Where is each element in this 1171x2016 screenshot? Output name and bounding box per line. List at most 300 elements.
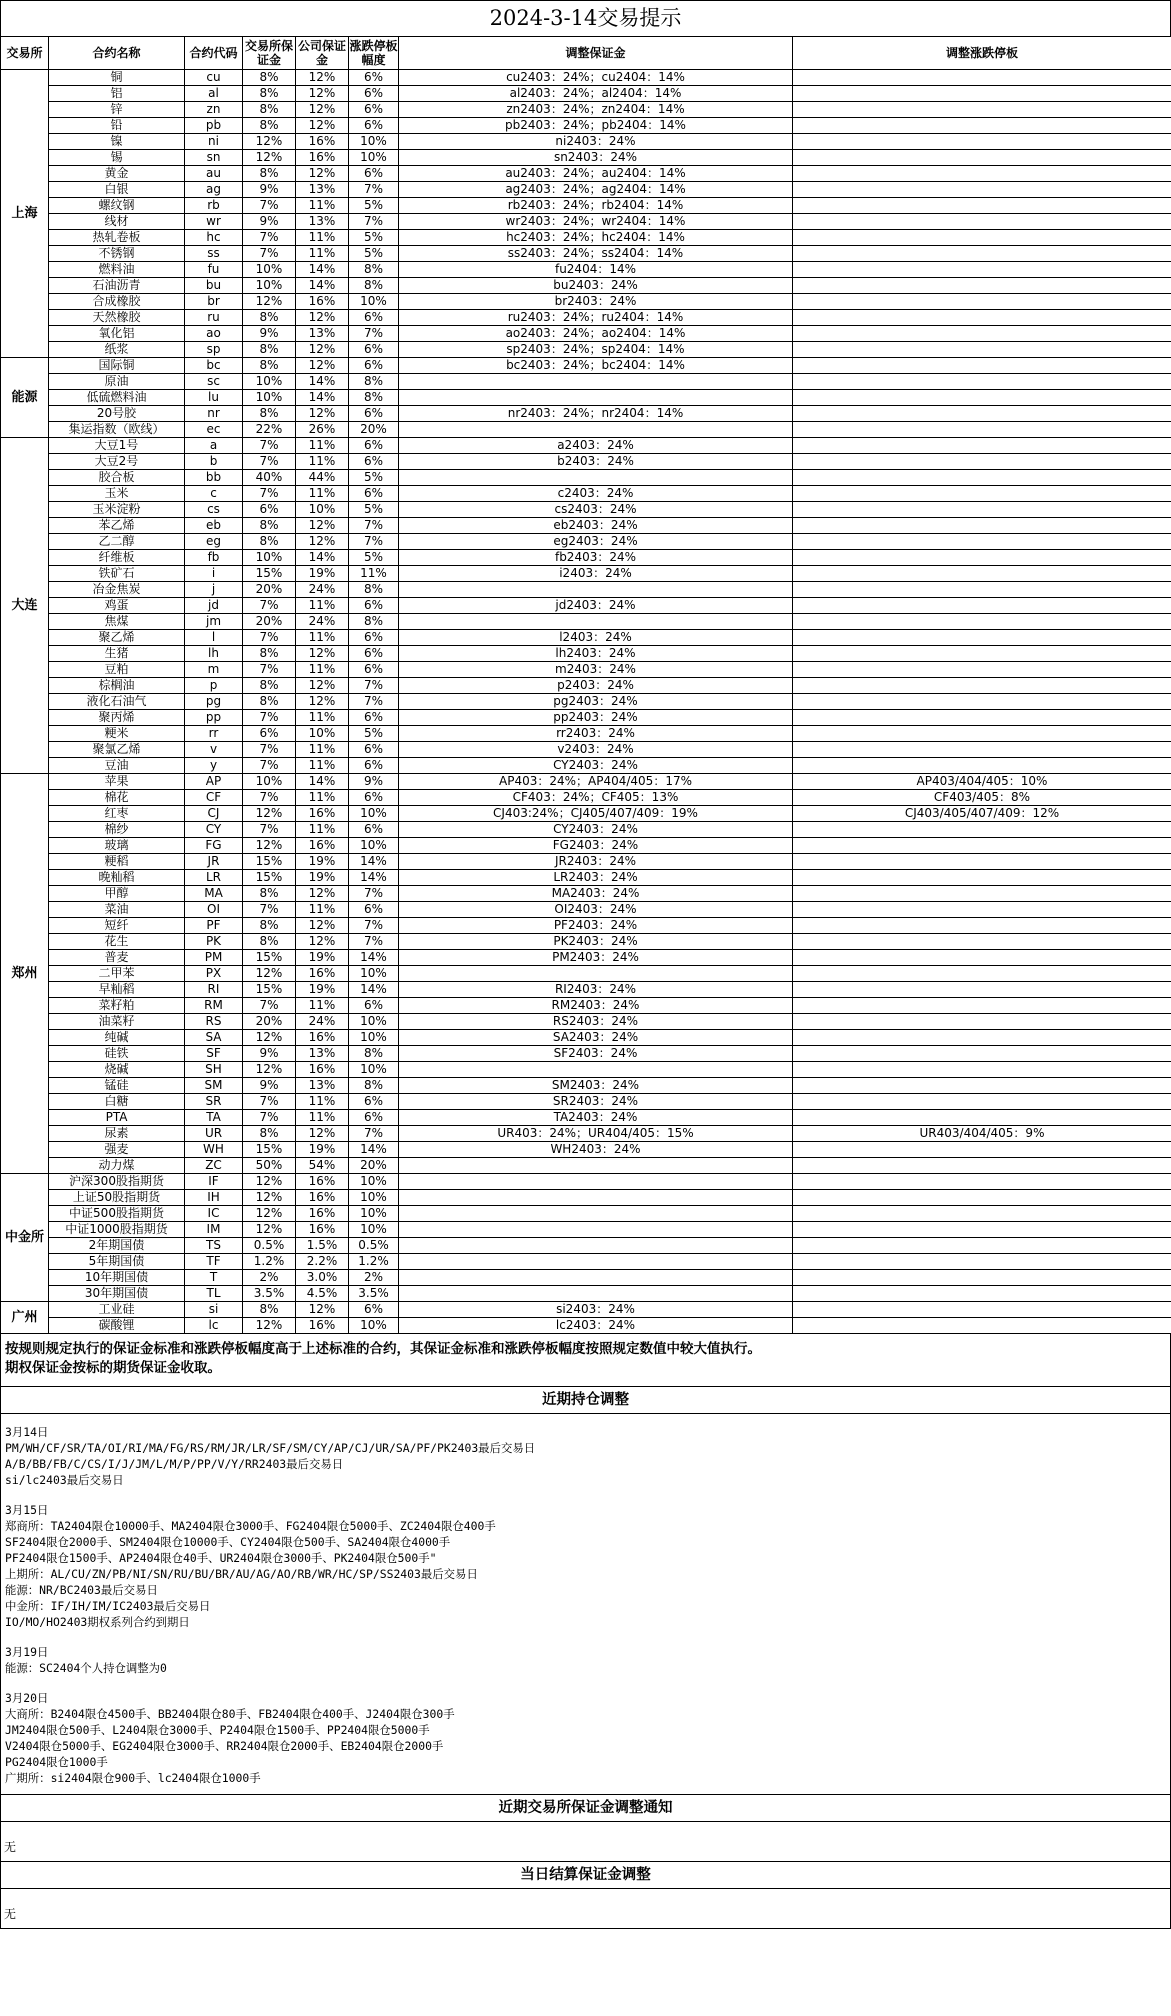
adjust-limit-cell <box>793 486 1171 502</box>
adjust-margin-cell: TA2403：24% <box>399 1110 793 1126</box>
contract-name-cell: 焦煤 <box>49 614 185 630</box>
table-row <box>1 198 1171 214</box>
adjust-limit-cell <box>793 854 1171 870</box>
contract-code-cell: ag <box>185 182 243 198</box>
exchange-margin-cell: 10% <box>243 774 296 790</box>
table-row <box>1 406 1171 422</box>
table-row <box>1 1014 1171 1030</box>
table-row <box>1 1158 1171 1174</box>
adjust-margin-cell: fb2403：24% <box>399 550 793 566</box>
contract-name-cell: 铁矿石 <box>49 566 185 582</box>
price-limit-cell: 6% <box>349 118 399 134</box>
price-limit-cell: 20% <box>349 422 399 438</box>
table-row <box>1 246 1171 262</box>
company-margin-cell: 16% <box>296 1222 349 1238</box>
contract-name-cell: 黄金 <box>49 166 185 182</box>
contract-code-cell: CY <box>185 822 243 838</box>
adjust-limit-cell <box>793 678 1171 694</box>
position-date: 3月19日 <box>5 1645 49 1659</box>
company-margin-cell: 12% <box>296 118 349 134</box>
table-row <box>1 70 1171 86</box>
adjust-margin-cell <box>399 1254 793 1270</box>
contract-name-cell: 纤维板 <box>49 550 185 566</box>
contract-code-cell: TA <box>185 1110 243 1126</box>
contract-code-cell: MA <box>185 886 243 902</box>
settle-margin-body: 无 <box>0 1889 1171 1929</box>
contract-name-cell: 动力煤 <box>49 1158 185 1174</box>
contract-name-cell: 聚丙烯 <box>49 710 185 726</box>
table-row <box>1 1126 1171 1142</box>
adjust-margin-cell: fu2404：14% <box>399 262 793 278</box>
contract-code-cell: cs <box>185 502 243 518</box>
adjust-margin-cell: PK2403：24% <box>399 934 793 950</box>
company-margin-cell: 14% <box>296 262 349 278</box>
adjust-limit-cell <box>793 438 1171 454</box>
company-margin-cell: 12% <box>296 358 349 374</box>
adjust-margin-cell: a2403：24% <box>399 438 793 454</box>
exchange-margin-cell: 1.2% <box>243 1254 296 1270</box>
contract-name-cell: 大豆2号 <box>49 454 185 470</box>
price-limit-cell: 6% <box>349 166 399 182</box>
contract-code-cell: lh <box>185 646 243 662</box>
contract-code-cell: a <box>185 438 243 454</box>
contract-name-cell: 天然橡胶 <box>49 310 185 326</box>
exchange-margin-cell: 6% <box>243 502 296 518</box>
exchange-margin-cell: 15% <box>243 854 296 870</box>
exchange-margin-cell: 7% <box>243 630 296 646</box>
adjust-limit-cell <box>793 662 1171 678</box>
contract-name-cell: 锡 <box>49 150 185 166</box>
contract-code-cell: UR <box>185 1126 243 1142</box>
price-limit-cell: 6% <box>349 822 399 838</box>
price-limit-cell: 6% <box>349 598 399 614</box>
contract-code-cell: pb <box>185 118 243 134</box>
exchange-margin-cell: 8% <box>243 518 296 534</box>
exchange-margin-cell: 12% <box>243 1318 296 1334</box>
exchange-margin-cell: 12% <box>243 838 296 854</box>
adjust-margin-cell <box>399 1238 793 1254</box>
contract-name-cell: 花生 <box>49 934 185 950</box>
company-margin-cell: 12% <box>296 310 349 326</box>
price-limit-cell: 10% <box>349 134 399 150</box>
price-limit-cell: 14% <box>349 854 399 870</box>
adjust-limit-cell <box>793 70 1171 86</box>
exchange-margin-cell: 7% <box>243 998 296 1014</box>
exchange-margin-cell: 10% <box>243 278 296 294</box>
exchange-margin-cell: 7% <box>243 1094 296 1110</box>
contract-name-cell: 短纤 <box>49 918 185 934</box>
exchange-margin-cell: 0.5% <box>243 1238 296 1254</box>
contract-code-cell: LR <box>185 870 243 886</box>
price-limit-cell: 7% <box>349 678 399 694</box>
company-margin-cell: 11% <box>296 710 349 726</box>
adjust-limit-cell <box>793 582 1171 598</box>
adjust-limit-cell <box>793 1158 1171 1174</box>
price-limit-cell: 14% <box>349 870 399 886</box>
adjust-margin-cell: ni2403：24% <box>399 134 793 150</box>
adjust-margin-cell <box>399 1062 793 1078</box>
contract-name-cell: 红枣 <box>49 806 185 822</box>
table-row <box>1 518 1171 534</box>
company-margin-cell: 16% <box>296 838 349 854</box>
adjust-limit-cell <box>793 1174 1171 1190</box>
exchange-margin-cell: 8% <box>243 166 296 182</box>
adjust-margin-cell: SR2403：24% <box>399 1094 793 1110</box>
table-row <box>1 1222 1171 1238</box>
adjust-limit-cell <box>793 374 1171 390</box>
table-row <box>1 1238 1171 1254</box>
contract-code-cell: TF <box>185 1254 243 1270</box>
company-margin-cell: 11% <box>296 1110 349 1126</box>
price-limit-cell: 0.5% <box>349 1238 399 1254</box>
contract-name-cell: 早籼稻 <box>49 982 185 998</box>
adjust-limit-cell <box>793 342 1171 358</box>
exchange-margin-cell: 7% <box>243 246 296 262</box>
adjust-limit-cell <box>793 358 1171 374</box>
contract-code-cell: hc <box>185 230 243 246</box>
company-margin-cell: 11% <box>296 902 349 918</box>
table-row <box>1 230 1171 246</box>
adjust-limit-cell <box>793 326 1171 342</box>
adjust-margin-cell: OI2403：24% <box>399 902 793 918</box>
adjust-margin-cell: SA2403：24% <box>399 1030 793 1046</box>
contract-name-cell: 聚氯乙烯 <box>49 742 185 758</box>
exchange-margin-cell: 12% <box>243 806 296 822</box>
contract-name-cell: 粳米 <box>49 726 185 742</box>
price-limit-cell: 6% <box>349 70 399 86</box>
position-line: V2404限仓5000手、EG2404限仓3000手、RR2404限仓2000手、EB2404限仓2000手 <box>5 1739 444 1753</box>
contract-name-cell: 玉米淀粉 <box>49 502 185 518</box>
adjust-margin-cell: m2403：24% <box>399 662 793 678</box>
price-limit-cell: 5% <box>349 470 399 486</box>
contract-code-cell: jd <box>185 598 243 614</box>
contract-code-cell: PF <box>185 918 243 934</box>
company-margin-cell: 16% <box>296 806 349 822</box>
table-row <box>1 1206 1171 1222</box>
header-adjust-margin: 调整保证金 <box>399 37 793 70</box>
price-limit-cell: 5% <box>349 230 399 246</box>
contract-name-cell: 集运指数（欧线） <box>49 422 185 438</box>
adjust-margin-cell: SF2403：24% <box>399 1046 793 1062</box>
adjust-margin-cell: i2403：24% <box>399 566 793 582</box>
adjust-limit-cell <box>793 118 1171 134</box>
adjust-limit-cell <box>793 1238 1171 1254</box>
price-limit-cell: 6% <box>349 342 399 358</box>
adjust-margin-cell: cs2403：24% <box>399 502 793 518</box>
adjust-limit-cell <box>793 102 1171 118</box>
price-limit-cell: 8% <box>349 390 399 406</box>
contract-name-cell: 甲醇 <box>49 886 185 902</box>
adjust-margin-cell: UR403：24%；UR404/405：15% <box>399 1126 793 1142</box>
adjust-margin-cell <box>399 1286 793 1302</box>
company-margin-cell: 11% <box>296 822 349 838</box>
contract-code-cell: OI <box>185 902 243 918</box>
exchange-margin-cell: 7% <box>243 598 296 614</box>
table-row <box>1 1046 1171 1062</box>
adjust-margin-cell: ru2403：24%；ru2404：14% <box>399 310 793 326</box>
contract-name-cell: 铝 <box>49 86 185 102</box>
company-margin-cell: 12% <box>296 1126 349 1142</box>
company-margin-cell: 10% <box>296 502 349 518</box>
table-row <box>1 1142 1171 1158</box>
adjust-margin-cell <box>399 582 793 598</box>
adjust-limit-cell <box>793 758 1171 774</box>
exchange-margin-cell: 8% <box>243 886 296 902</box>
table-row <box>1 662 1171 678</box>
contract-name-cell: 生猪 <box>49 646 185 662</box>
contract-name-cell: 锌 <box>49 102 185 118</box>
price-limit-cell: 10% <box>349 1062 399 1078</box>
price-limit-cell: 9% <box>349 774 399 790</box>
contract-code-cell: ao <box>185 326 243 342</box>
table-row <box>1 150 1171 166</box>
company-margin-cell: 11% <box>296 630 349 646</box>
contract-code-cell: CJ <box>185 806 243 822</box>
company-margin-cell: 2.2% <box>296 1254 349 1270</box>
contract-name-cell: 乙二醇 <box>49 534 185 550</box>
adjust-limit-cell <box>793 550 1171 566</box>
company-margin-cell: 13% <box>296 182 349 198</box>
header-exchange: 交易所 <box>1 37 49 70</box>
exchange-margin-cell: 8% <box>243 310 296 326</box>
table-row <box>1 1286 1171 1302</box>
settle-margin-title: 当日结算保证金调整 <box>0 1862 1171 1889</box>
contract-code-cell: al <box>185 86 243 102</box>
price-limit-cell: 10% <box>349 966 399 982</box>
contract-code-cell: RI <box>185 982 243 998</box>
table-row <box>1 758 1171 774</box>
adjust-limit-cell <box>793 566 1171 582</box>
price-limit-cell: 10% <box>349 150 399 166</box>
contract-name-cell: 普麦 <box>49 950 185 966</box>
contract-name-cell: 白银 <box>49 182 185 198</box>
adjust-margin-cell: lc2403：24% <box>399 1318 793 1334</box>
exchange-margin-cell: 7% <box>243 710 296 726</box>
contract-code-cell: pg <box>185 694 243 710</box>
adjust-limit-cell: CJ403/405/407/409：12% <box>793 806 1171 822</box>
exchange-margin-cell: 20% <box>243 582 296 598</box>
margin-notice-title: 近期交易所保证金调整通知 <box>0 1795 1171 1822</box>
company-margin-cell: 14% <box>296 550 349 566</box>
adjust-margin-cell: PM2403：24% <box>399 950 793 966</box>
adjust-margin-cell: rr2403：24% <box>399 726 793 742</box>
table-row <box>1 854 1171 870</box>
contract-code-cell: rb <box>185 198 243 214</box>
contract-name-cell: 不锈钢 <box>49 246 185 262</box>
exchange-margin-cell: 12% <box>243 1030 296 1046</box>
contract-name-cell: 晚籼稻 <box>49 870 185 886</box>
contract-table <box>0 36 1171 1334</box>
block-spacer <box>5 1676 1166 1690</box>
price-limit-cell: 7% <box>349 214 399 230</box>
table-row <box>1 918 1171 934</box>
table-row <box>1 214 1171 230</box>
price-limit-cell: 10% <box>349 1318 399 1334</box>
table-row <box>1 326 1171 342</box>
adjust-margin-cell: pp2403：24% <box>399 710 793 726</box>
adjust-limit-cell <box>793 982 1171 998</box>
adjust-margin-cell: jd2403：24% <box>399 598 793 614</box>
table-row <box>1 454 1171 470</box>
adjust-limit-cell <box>793 406 1171 422</box>
table-row <box>1 1174 1171 1190</box>
adjust-limit-cell <box>793 1270 1171 1286</box>
company-margin-cell: 12% <box>296 166 349 182</box>
company-margin-cell: 12% <box>296 86 349 102</box>
company-margin-cell: 16% <box>296 1030 349 1046</box>
adjust-limit-cell <box>793 502 1171 518</box>
adjust-limit-cell <box>793 742 1171 758</box>
table-row <box>1 1318 1171 1334</box>
contract-code-cell: SR <box>185 1094 243 1110</box>
company-margin-cell: 11% <box>296 598 349 614</box>
table-row <box>1 1254 1171 1270</box>
contract-code-cell: SA <box>185 1030 243 1046</box>
contract-code-cell: TL <box>185 1286 243 1302</box>
price-limit-cell: 7% <box>349 934 399 950</box>
adjust-limit-cell <box>793 262 1171 278</box>
contract-code-cell: si <box>185 1302 243 1318</box>
contract-code-cell: ec <box>185 422 243 438</box>
adjust-limit-cell <box>793 1318 1171 1334</box>
table-row <box>1 1062 1171 1078</box>
adjust-margin-cell: eg2403：24% <box>399 534 793 550</box>
exchange-margin-cell: 9% <box>243 182 296 198</box>
exchange-margin-cell: 8% <box>243 694 296 710</box>
exchange-cell: 大连 <box>1 438 49 774</box>
price-limit-cell: 10% <box>349 806 399 822</box>
adjust-limit-cell <box>793 950 1171 966</box>
exchange-margin-cell: 8% <box>243 86 296 102</box>
exchange-margin-cell: 8% <box>243 1302 296 1318</box>
contract-code-cell: TS <box>185 1238 243 1254</box>
position-date: 3月20日 <box>5 1691 49 1705</box>
adjust-margin-cell: RM2403：24% <box>399 998 793 1014</box>
contract-name-cell: 玉米 <box>49 486 185 502</box>
exchange-margin-cell: 10% <box>243 550 296 566</box>
adjust-margin-cell: CY2403：24% <box>399 758 793 774</box>
contract-code-cell: i <box>185 566 243 582</box>
price-limit-cell: 1.2% <box>349 1254 399 1270</box>
exchange-margin-cell: 7% <box>243 902 296 918</box>
table-row <box>1 822 1171 838</box>
table-row <box>1 646 1171 662</box>
price-limit-cell: 8% <box>349 614 399 630</box>
contract-name-cell: 纯碱 <box>49 1030 185 1046</box>
exchange-margin-cell: 9% <box>243 1078 296 1094</box>
price-limit-cell: 2% <box>349 1270 399 1286</box>
adjust-limit-cell <box>793 870 1171 886</box>
company-margin-cell: 13% <box>296 326 349 342</box>
contract-code-cell: sn <box>185 150 243 166</box>
position-line: si/lc2403最后交易日 <box>5 1473 124 1487</box>
exchange-margin-cell: 8% <box>243 934 296 950</box>
block-spacer <box>5 1488 1166 1502</box>
contract-code-cell: sp <box>185 342 243 358</box>
price-limit-cell: 7% <box>349 918 399 934</box>
contract-name-cell: 线材 <box>49 214 185 230</box>
exchange-margin-cell: 7% <box>243 662 296 678</box>
exchange-margin-cell: 8% <box>243 118 296 134</box>
adjust-margin-cell <box>399 614 793 630</box>
price-limit-cell: 10% <box>349 294 399 310</box>
company-margin-cell: 14% <box>296 774 349 790</box>
exchange-margin-cell: 12% <box>243 134 296 150</box>
adjust-margin-cell: pg2403：24% <box>399 694 793 710</box>
table-row <box>1 694 1171 710</box>
contract-code-cell: ss <box>185 246 243 262</box>
company-margin-cell: 11% <box>296 198 349 214</box>
price-limit-cell: 6% <box>349 630 399 646</box>
price-limit-cell: 10% <box>349 1030 399 1046</box>
contract-name-cell: 强麦 <box>49 1142 185 1158</box>
exchange-margin-cell: 10% <box>243 374 296 390</box>
company-margin-cell: 14% <box>296 390 349 406</box>
exchange-margin-cell: 8% <box>243 406 296 422</box>
adjust-margin-cell: lh2403：24% <box>399 646 793 662</box>
exchange-margin-cell: 7% <box>243 1110 296 1126</box>
adjust-limit-cell <box>793 1302 1171 1318</box>
adjust-limit-cell <box>793 86 1171 102</box>
adjust-limit-cell <box>793 518 1171 534</box>
price-limit-cell: 8% <box>349 1046 399 1062</box>
contract-name-cell: 鸡蛋 <box>49 598 185 614</box>
exchange-margin-cell: 12% <box>243 1190 296 1206</box>
position-date: 3月15日 <box>5 1503 49 1517</box>
position-line: A/B/BB/FB/C/CS/I/J/JM/L/M/P/PP/V/Y/RR2403最后交易日 <box>5 1457 344 1471</box>
price-limit-cell: 8% <box>349 374 399 390</box>
table-row <box>1 278 1171 294</box>
company-margin-cell: 1.5% <box>296 1238 349 1254</box>
contract-code-cell: JR <box>185 854 243 870</box>
table-row <box>1 342 1171 358</box>
exchange-margin-cell: 15% <box>243 566 296 582</box>
contract-code-cell: p <box>185 678 243 694</box>
contract-code-cell: lu <box>185 390 243 406</box>
adjust-limit-cell <box>793 710 1171 726</box>
exchange-margin-cell: 8% <box>243 70 296 86</box>
contract-code-cell: v <box>185 742 243 758</box>
exchange-cell: 中金所 <box>1 1174 49 1302</box>
adjust-margin-cell: SM2403：24% <box>399 1078 793 1094</box>
exchange-margin-cell: 8% <box>243 342 296 358</box>
rules-note-line: 期权保证金按标的期货保证金收取。 <box>5 1360 221 1376</box>
contract-name-cell: 20号胶 <box>49 406 185 422</box>
adjust-limit-cell <box>793 390 1171 406</box>
contract-name-cell: 烧碱 <box>49 1062 185 1078</box>
exchange-margin-cell: 15% <box>243 950 296 966</box>
contract-code-cell: jm <box>185 614 243 630</box>
exchange-margin-cell: 2% <box>243 1270 296 1286</box>
contract-name-cell: 苹果 <box>49 774 185 790</box>
contract-code-cell: sc <box>185 374 243 390</box>
table-row <box>1 726 1171 742</box>
position-line: 能源：NR/BC2403最后交易日 <box>5 1583 158 1597</box>
contract-code-cell: fu <box>185 262 243 278</box>
adjust-limit-cell <box>793 230 1171 246</box>
price-limit-cell: 8% <box>349 278 399 294</box>
table-row <box>1 374 1171 390</box>
price-limit-cell: 6% <box>349 790 399 806</box>
company-margin-cell: 16% <box>296 1318 349 1334</box>
table-row <box>1 710 1171 726</box>
exchange-margin-cell: 9% <box>243 1046 296 1062</box>
table-row <box>1 582 1171 598</box>
company-margin-cell: 11% <box>296 454 349 470</box>
company-margin-cell: 19% <box>296 870 349 886</box>
contract-name-cell: 中证1000股指期货 <box>49 1222 185 1238</box>
contract-code-cell: ni <box>185 134 243 150</box>
